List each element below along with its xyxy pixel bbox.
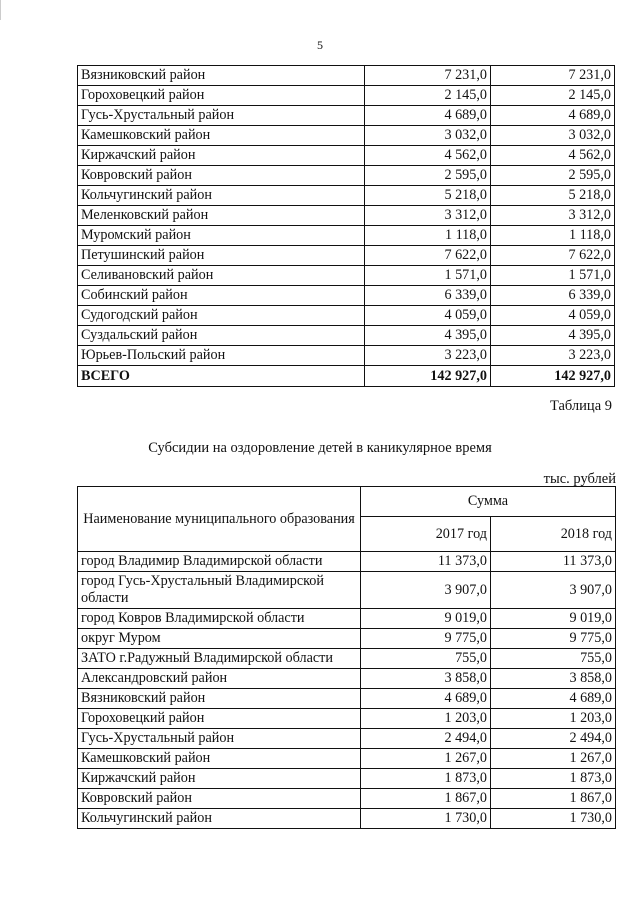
table-row	[78, 609, 616, 629]
cell-name: Вязниковский район	[78, 66, 365, 86]
cell-value-1: 1 873,0	[361, 769, 491, 789]
table-row	[78, 729, 616, 749]
cell-name: Кольчугинский район	[78, 809, 361, 829]
cell-name: Суздальский район	[78, 326, 365, 346]
table-row	[78, 66, 615, 86]
cell-value-2: 4 562,0	[491, 146, 615, 166]
cell-value-2: 7 622,0	[491, 246, 615, 266]
table-row	[78, 346, 615, 366]
cell-name: Киржачский район	[78, 769, 361, 789]
header-sum: Сумма	[361, 487, 616, 517]
district-totals-body	[78, 66, 615, 387]
table-row	[78, 789, 616, 809]
cell-name: Юрьев-Польский район	[78, 346, 365, 366]
cell-value-2: 9 775,0	[491, 629, 616, 649]
cell-value-1: 2 145,0	[365, 86, 491, 106]
header-year-2017: 2017 год	[361, 517, 491, 552]
cell-value-1: 1 730,0	[361, 809, 491, 829]
table-row	[78, 326, 615, 346]
cell-value-1: 3 858,0	[361, 669, 491, 689]
cell-value-2: 3 032,0	[491, 126, 615, 146]
cell-value-2: 1 867,0	[491, 789, 616, 809]
table-row	[78, 809, 616, 829]
table-label: Таблица 9	[549, 398, 612, 414]
district-totals-table	[77, 65, 615, 387]
cell-value-2: 11 373,0	[491, 552, 616, 572]
cell-name: Ковровский район	[78, 789, 361, 809]
table-row	[78, 126, 615, 146]
cell-value-2: 3 907,0	[491, 572, 616, 609]
header-year-2018: 2018 год	[491, 517, 616, 552]
cell-name: Собинский район	[78, 286, 365, 306]
cell-value-1: 11 373,0	[361, 552, 491, 572]
header-municipality: Наименование муниципального образования	[78, 487, 361, 552]
table-row	[78, 246, 615, 266]
cell-value-2: 3 312,0	[491, 206, 615, 226]
table-row	[78, 709, 616, 729]
cell-value-1: 1 203,0	[361, 709, 491, 729]
table-row	[78, 669, 616, 689]
cell-name: Камешковский район	[78, 126, 365, 146]
cell-name: округ Муром	[78, 629, 361, 649]
cell-value-2: 1 730,0	[491, 809, 616, 829]
cell-value-2: 5 218,0	[491, 186, 615, 206]
page-number: 5	[317, 38, 323, 52]
cell-name: Кольчугинский район	[78, 186, 365, 206]
table-row	[78, 266, 615, 286]
cell-value-1: 1 267,0	[361, 749, 491, 769]
cell-value-2: 4 059,0	[491, 306, 615, 326]
cell-value-2: 1 267,0	[491, 749, 616, 769]
cell-name: Камешковский район	[78, 749, 361, 769]
table-row	[78, 86, 615, 106]
cell-value-1: 3 312,0	[365, 206, 491, 226]
cell-name: Гусь-Хрустальный район	[78, 106, 365, 126]
cell-name: Гусь-Хрустальный район	[78, 729, 361, 749]
table-row	[78, 206, 615, 226]
cell-value-1: 3 907,0	[361, 572, 491, 609]
cell-value-1: 6 339,0	[365, 286, 491, 306]
cell-name: Вязниковский район	[78, 689, 361, 709]
cell-name: Александровский район	[78, 669, 361, 689]
cell-name: город Ковров Владимирской области	[78, 609, 361, 629]
cell-value-1: 9 019,0	[361, 609, 491, 629]
cell-value-2: 2 595,0	[491, 166, 615, 186]
cell-value-1: 9 775,0	[361, 629, 491, 649]
table-row	[78, 749, 616, 769]
cell-value-1: 1 867,0	[361, 789, 491, 809]
table-row	[78, 769, 616, 789]
cell-value-2: 6 339,0	[491, 286, 615, 306]
cell-value-1: 2 494,0	[361, 729, 491, 749]
cell-value-1: 1 571,0	[365, 266, 491, 286]
table-row	[78, 286, 615, 306]
table-row	[78, 226, 615, 246]
cell-value-1: 7 231,0	[365, 66, 491, 86]
cell-name: Селивановский район	[78, 266, 365, 286]
cell-value-1: 4 689,0	[361, 689, 491, 709]
table-row	[78, 106, 615, 126]
cell-value-2: 142 927,0	[491, 366, 615, 387]
table-row	[78, 689, 616, 709]
cell-value-2: 7 231,0	[491, 66, 615, 86]
cell-name: Киржачский район	[78, 146, 365, 166]
table-row	[78, 572, 616, 609]
table-heading: Субсидии на оздоровление детей в каникулярное время	[148, 440, 492, 456]
cell-value-2: 1 873,0	[491, 769, 616, 789]
cell-value-1: 2 595,0	[365, 166, 491, 186]
cell-value-2: 4 689,0	[491, 106, 615, 126]
subsidies-body	[78, 552, 616, 829]
cell-value-1: 3 223,0	[365, 346, 491, 366]
cell-value-2: 1 118,0	[491, 226, 615, 246]
cell-name: Гороховецкий район	[78, 86, 365, 106]
cell-value-1: 4 562,0	[365, 146, 491, 166]
cell-value-1: 4 059,0	[365, 306, 491, 326]
cell-value-1: 4 689,0	[365, 106, 491, 126]
cell-value-1: 755,0	[361, 649, 491, 669]
cell-value-2: 2 494,0	[491, 729, 616, 749]
cell-name: Муромский район	[78, 226, 365, 246]
cell-value-1: 7 622,0	[365, 246, 491, 266]
table-row	[78, 166, 615, 186]
cell-name: город Владимир Владимирской области	[78, 552, 361, 572]
cell-value-1: 5 218,0	[365, 186, 491, 206]
table-row	[78, 552, 616, 572]
cell-value-2: 755,0	[491, 649, 616, 669]
cell-name: Судогодский район	[78, 306, 365, 326]
table-row	[78, 366, 615, 387]
table-row	[78, 306, 615, 326]
cell-value-1: 142 927,0	[365, 366, 491, 387]
cell-value-1: 1 118,0	[365, 226, 491, 246]
cell-name: ЗАТО г.Радужный Владимирской области	[78, 649, 361, 669]
cell-value-2: 2 145,0	[491, 86, 615, 106]
cell-value-2: 1 203,0	[491, 709, 616, 729]
cell-value-1: 4 395,0	[365, 326, 491, 346]
units-label: тыс. рублей	[543, 471, 616, 487]
table-row	[78, 629, 616, 649]
cell-value-2: 3 858,0	[491, 669, 616, 689]
cell-value-2: 1 571,0	[491, 266, 615, 286]
table-row	[78, 146, 615, 166]
cell-name: Гороховецкий район	[78, 709, 361, 729]
cell-value-2: 4 689,0	[491, 689, 616, 709]
cell-name: Меленковский район	[78, 206, 365, 226]
cell-name: ВСЕГО	[78, 366, 365, 387]
cell-name: Петушинский район	[78, 246, 365, 266]
cell-value-2: 9 019,0	[491, 609, 616, 629]
cell-name: город Гусь-Хрустальный Владимирской области	[78, 572, 361, 609]
table-row	[78, 186, 615, 206]
table-row	[78, 649, 616, 669]
cell-name: Ковровский район	[78, 166, 365, 186]
subsidies-table	[77, 486, 616, 829]
cell-value-1: 3 032,0	[365, 126, 491, 146]
cell-value-2: 3 223,0	[491, 346, 615, 366]
cell-value-2: 4 395,0	[491, 326, 615, 346]
scan-edge-mark	[0, 0, 1, 20]
